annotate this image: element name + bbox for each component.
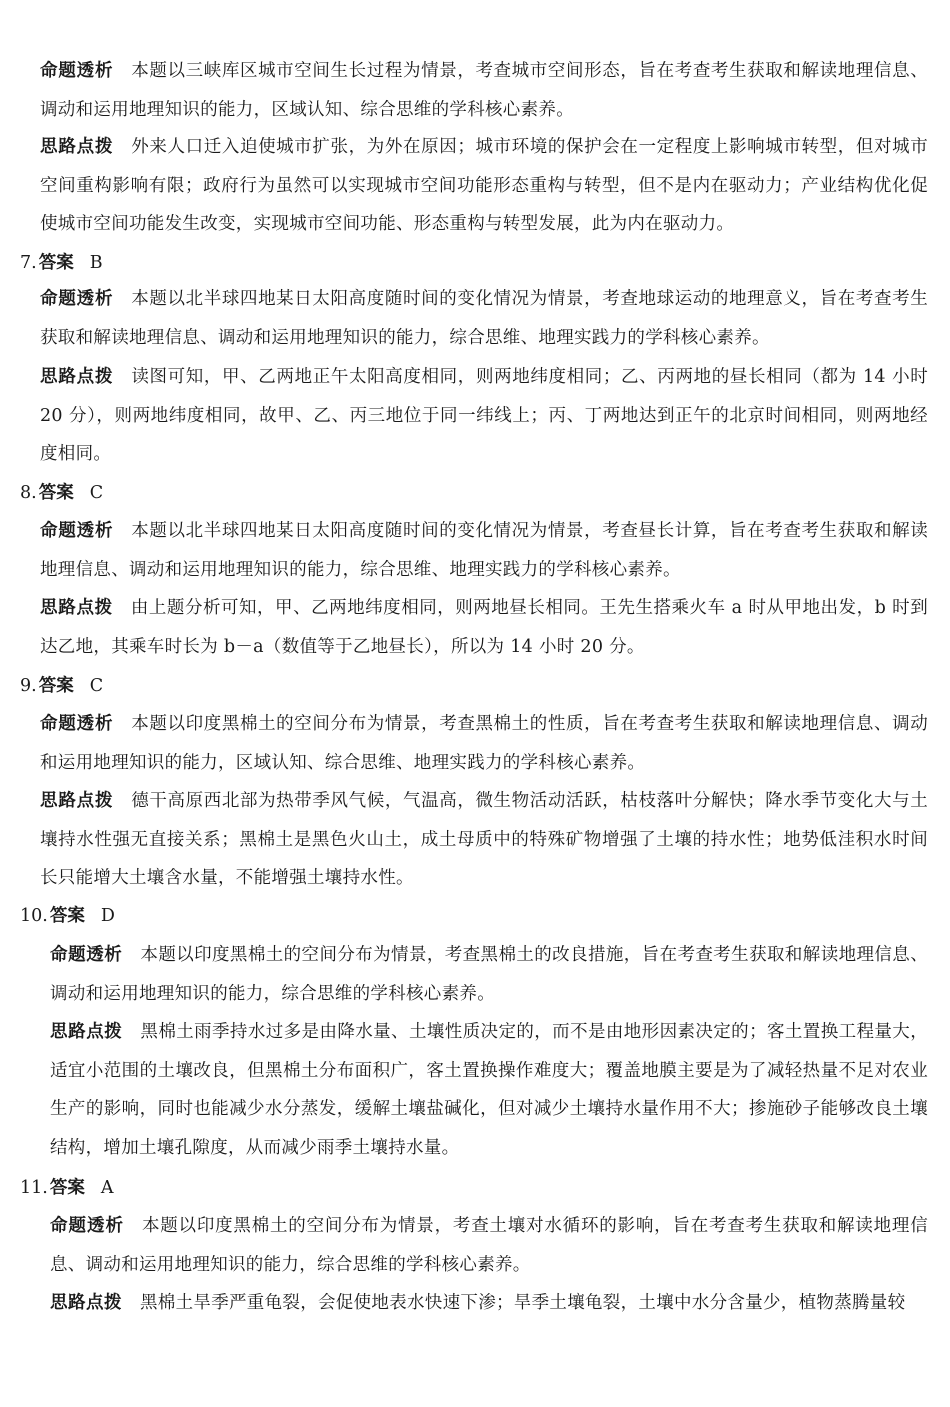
- intro-hint: [40, 128, 928, 244]
- hint-text: 由上题分析可知，甲、乙两地纬度相同，则两地昼长相同。王先生搭乘火车 a 时从甲地出发，b 时到达乙地，其乘车时长为 b－a（数值等于乙地昼长），所以为 14 小时 20 分。: [40, 598, 929, 657]
- analysis-text: 本题以北半球四地某日太阳高度随时间的变化情况为情景，考查地球运动的地理意义，旨在考查考生获取和解读地理信息、调动和运用地理知识的能力，综合思维、地理实践力的学科核心素养。: [40, 289, 928, 348]
- hint-label: 思路点拨: [40, 137, 114, 157]
- analysis-text: 本题以印度黑棉土的空间分布为情景，考查黑棉土的性质，旨在考查考生获取和解读地理信息、调动和运用地理知识的能力，区域认知、综合思维、地理实践力的学科核心素养。: [40, 714, 928, 773]
- hint-label: 思路点拨: [40, 598, 113, 618]
- analysis-label: 命题透析: [40, 289, 114, 309]
- answer-line-11: [20, 1173, 113, 1203]
- analysis-label: 命题透析: [50, 1216, 124, 1236]
- analysis-label: 命题透析: [40, 521, 114, 541]
- analysis-text: 本题以北半球四地某日太阳高度随时间的变化情况为情景，考查昼长计算，旨在考查考生获取和解读地理信息、调动和运用地理知识的能力，综合思维、地理实践力的学科核心素养。: [40, 521, 928, 580]
- q11-hint: [50, 1284, 928, 1323]
- answer-line-7: [20, 248, 103, 278]
- question-number: 9.: [20, 676, 37, 696]
- q7-hint: [40, 358, 928, 474]
- answer-value: C: [89, 483, 104, 503]
- hint-label: 思路点拨: [40, 791, 114, 811]
- intro-analysis: [40, 52, 928, 129]
- hint-text: 读图可知，甲、乙两地正午太阳高度相同，则两地纬度相同；乙、丙两地的昼长相同（都为 14 小时 20 分），则两地纬度相同，故甲、乙、丙三地位于同一纬线上；丙、丁两地达到正午的北京时间相同，则两地经度相同。: [40, 367, 929, 464]
- question-number: 7.: [20, 253, 37, 273]
- hint-text: 德干高原西北部为热带季风气候，气温高，微生物活动活跃，枯枝落叶分解快；降水季节变化大与土壤持水性强无直接关系；黑棉土是黑色火山土，成土母质中的特殊矿物增强了土壤的持水性；地势低洼积水时间长只能增大土壤含水量，不能增强土壤持水性。: [40, 791, 928, 888]
- hint-label: 思路点拨: [50, 1022, 123, 1042]
- answer-value: C: [89, 676, 104, 696]
- answer-line-8: [20, 478, 103, 508]
- analysis-text: 本题以印度黑棉土的空间分布为情景，考查黑棉土的改良措施，旨在考查考生获取和解读地理信息、调动和运用地理知识的能力，综合思维的学科核心素养。: [50, 945, 929, 1004]
- q8-analysis: [40, 512, 928, 589]
- question-number: 8.: [20, 483, 37, 503]
- answer-label: 答案: [38, 253, 74, 273]
- answer-line-9: [20, 671, 103, 701]
- hint-text: 黑棉土旱季严重龟裂，会促使地表水快速下渗；旱季土壤龟裂，土壤中水分含量少，植物蒸腾量较: [140, 1293, 906, 1313]
- hint-label: 思路点拨: [50, 1293, 122, 1313]
- question-number: 10.: [20, 906, 48, 926]
- question-number: 11.: [20, 1178, 48, 1198]
- answer-value: B: [89, 253, 103, 273]
- q11-analysis: [50, 1207, 928, 1284]
- q10-hint: [50, 1013, 928, 1167]
- analysis-text: 本题以印度黑棉土的空间分布为情景，考查土壤对水循环的影响，旨在考查考生获取和解读地理信息、调动和运用地理知识的能力，综合思维的学科核心素养。: [50, 1216, 928, 1275]
- q7-analysis: [40, 280, 928, 357]
- analysis-label: 命题透析: [40, 714, 114, 734]
- hint-text: 黑棉土雨季持水过多是由降水量、土壤性质决定的，而不是由地形因素决定的；客土置换工程量大，适宜小范围的土壤改良，但黑棉土分布面积广，客土置换操作难度大；覆盖地膜主要是为了减轻热量不足对农业生产的影响，同时也能减少水分蒸发，缓解土壤盐碱化，但对减少土壤持水量作用不大；掺施砂子能够改良土壤结构，增加土壤孔隙度，从而减少雨季土壤持水量。: [50, 1022, 929, 1158]
- answer-label: 答案: [38, 676, 74, 696]
- q8-hint: [40, 589, 928, 666]
- q10-analysis: [50, 936, 928, 1013]
- answer-label: 答案: [49, 906, 85, 926]
- analysis-text: 本题以三峡库区城市空间生长过程为情景，考查城市空间形态，旨在考查考生获取和解读地理信息、调动和运用地理知识的能力，区域认知、综合思维的学科核心素养。: [40, 61, 928, 120]
- answer-value: D: [100, 906, 115, 926]
- q9-hint: [40, 782, 928, 898]
- analysis-label: 命题透析: [50, 945, 123, 965]
- analysis-label: 命题透析: [40, 61, 114, 81]
- answer-label: 答案: [49, 1178, 85, 1198]
- answer-label: 答案: [38, 483, 74, 503]
- hint-label: 思路点拨: [40, 367, 114, 387]
- answer-value: A: [100, 1178, 114, 1198]
- answer-line-10: [20, 901, 115, 931]
- hint-text: 外来人口迁入迫使城市扩张，为外在原因；城市环境的保护会在一定程度上影响城市转型，但对城市空间重构影响有限；政府行为虽然可以实现城市空间功能形态重构与转型，但不是内在驱动力；产业结构优化促使城市空间功能发生改变，实现城市空间功能、形态重构与转型发展，此为内在驱动力。: [40, 137, 928, 234]
- q9-analysis: [40, 705, 928, 782]
